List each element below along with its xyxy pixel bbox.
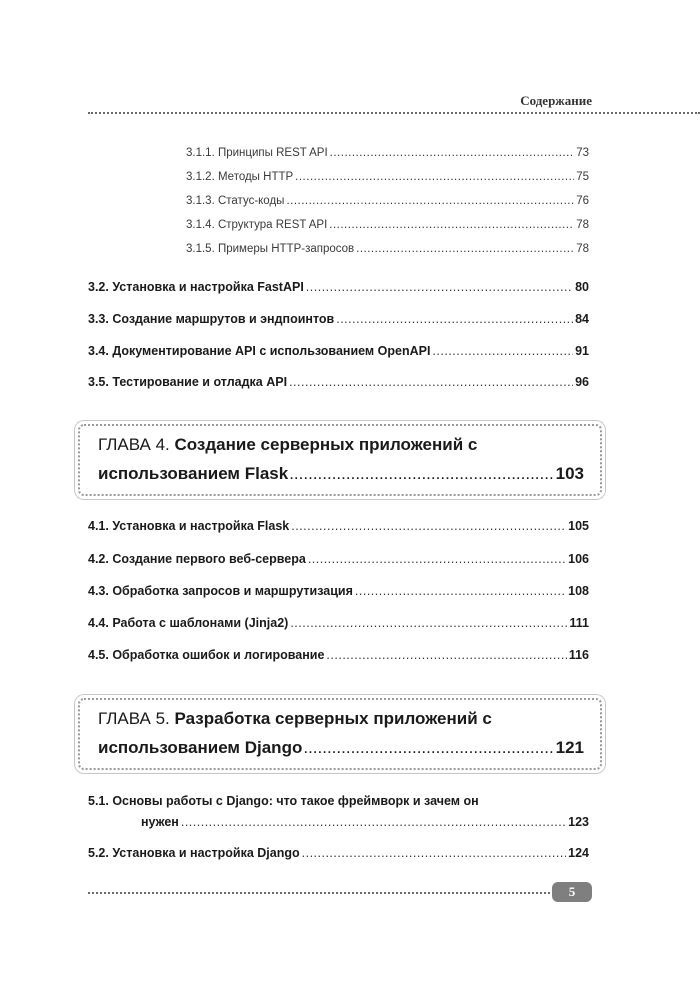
toc-entry-3-3[interactable] bbox=[88, 312, 589, 326]
toc-entry-label: 4.4. Работа с шаблонами (Jinja2) bbox=[88, 616, 289, 630]
toc-entry-label: 3.1.5. Примеры HTTP-запросов bbox=[186, 243, 355, 255]
toc-entry-page: 108 bbox=[568, 584, 589, 598]
dot-leader bbox=[329, 219, 574, 231]
dot-leader bbox=[289, 464, 554, 484]
toc-entry-label: 5.1. Основы работы с Django: что такое фреймворк и зачем он bbox=[88, 794, 479, 808]
toc-entry-4-4[interactable] bbox=[88, 616, 589, 630]
toc-entry-3-5[interactable] bbox=[88, 375, 589, 389]
toc-entry-label: 3.2. Установка и настройка FastAPI bbox=[88, 280, 304, 294]
chapter-title-line2: использованием Flask bbox=[98, 464, 289, 483]
toc-entry-5-1-line2[interactable] bbox=[141, 815, 589, 829]
toc-entry-page: 78 bbox=[576, 243, 589, 255]
toc-entry-3-1-2[interactable] bbox=[186, 171, 589, 183]
chapter-prefix: ГЛАВА 5. bbox=[98, 709, 170, 728]
toc-entry-page: 76 bbox=[576, 195, 589, 207]
chapter-title bbox=[98, 709, 492, 729]
dot-leader bbox=[181, 815, 566, 829]
toc-entry-label: 3.4. Документирование API с использованием OpenAPI bbox=[88, 344, 431, 358]
chapter-title-row bbox=[98, 464, 584, 484]
toc-entry-page: 84 bbox=[575, 312, 589, 326]
chapter-title-row bbox=[98, 738, 584, 758]
dot-leader bbox=[302, 846, 567, 860]
dot-leader bbox=[303, 738, 554, 758]
dot-leader bbox=[306, 280, 573, 294]
toc-entry-3-1-4[interactable] bbox=[186, 219, 589, 231]
toc-entry-label: 3.1.2. Методы HTTP bbox=[186, 171, 294, 183]
toc-entry-label-cont: нужен bbox=[141, 815, 179, 829]
toc-entry-page: 124 bbox=[568, 846, 589, 860]
dot-leader bbox=[336, 312, 573, 326]
toc-entry-3-1-3[interactable] bbox=[186, 195, 589, 207]
dot-leader bbox=[356, 243, 574, 255]
toc-entry-4-5[interactable] bbox=[88, 648, 589, 662]
dot-leader bbox=[291, 519, 566, 533]
page-number-badge: 5 bbox=[552, 882, 592, 902]
footer-divider bbox=[88, 892, 550, 894]
toc-entry-label: 4.2. Создание первого веб-сервера bbox=[88, 552, 306, 566]
toc-entry-label: 3.1.3. Статус-коды bbox=[186, 195, 285, 207]
running-header: Содержание bbox=[520, 93, 592, 108]
dot-leader bbox=[286, 195, 574, 207]
toc-entry-3-2[interactable] bbox=[88, 280, 589, 294]
toc-entry-page: 75 bbox=[576, 171, 589, 183]
toc-entry-3-4[interactable] bbox=[88, 344, 589, 358]
dot-leader bbox=[289, 375, 573, 389]
dot-leader bbox=[326, 648, 566, 662]
toc-entry-3-1-5[interactable] bbox=[186, 243, 589, 255]
header-divider bbox=[88, 112, 700, 114]
toc-entry-page: 111 bbox=[569, 616, 589, 630]
toc-entry-3-1-1[interactable] bbox=[186, 147, 589, 159]
toc-entry-label: 3.1.1. Принципы REST API bbox=[186, 147, 328, 159]
chapter-5-heading[interactable] bbox=[78, 698, 602, 770]
toc-entry-page: 78 bbox=[576, 219, 589, 231]
toc-entry-4-3[interactable] bbox=[88, 584, 589, 598]
toc-entry-label: 4.5. Обработка ошибок и логирование bbox=[88, 648, 325, 662]
dot-leader bbox=[308, 552, 566, 566]
chapter-title bbox=[98, 435, 477, 455]
dot-leader bbox=[330, 147, 575, 159]
chapter-page: 103 bbox=[555, 464, 584, 483]
toc-entry-label: 5.2. Установка и настройка Django bbox=[88, 846, 300, 860]
toc-entry-label: 4.3. Обработка запросов и маршрутизация bbox=[88, 584, 353, 598]
toc-entry-page: 105 bbox=[568, 519, 589, 533]
toc-entry-page: 106 bbox=[568, 552, 589, 566]
toc-entry-page: 123 bbox=[568, 815, 589, 829]
toc-entry-4-1[interactable] bbox=[88, 519, 589, 533]
toc-entry-label: 3.3. Создание маршрутов и эндпоинтов bbox=[88, 312, 335, 326]
toc-entry-4-2[interactable] bbox=[88, 552, 589, 566]
chapter-4-heading[interactable] bbox=[78, 424, 602, 496]
dot-leader bbox=[295, 171, 574, 183]
dot-leader bbox=[355, 584, 566, 598]
dot-leader bbox=[432, 344, 573, 358]
toc-entry-5-1-line1[interactable] bbox=[88, 794, 589, 808]
toc-entry-label: 4.1. Установка и настройка Flask bbox=[88, 519, 290, 533]
toc-entry-page: 96 bbox=[575, 375, 589, 389]
toc-entry-page: 73 bbox=[576, 147, 589, 159]
chapter-title-line1: Разработка серверных приложений с bbox=[174, 709, 492, 728]
chapter-prefix: ГЛАВА 4. bbox=[98, 435, 170, 454]
toc-entry-page: 80 bbox=[575, 280, 589, 294]
toc-entry-page: 116 bbox=[568, 648, 589, 662]
toc-entry-label: 3.1.4. Структура REST API bbox=[186, 219, 328, 231]
toc-entry-5-2[interactable] bbox=[88, 846, 589, 860]
chapter-title-line1: Создание серверных приложений с bbox=[174, 435, 478, 454]
toc-entry-label: 3.5. Тестирование и отладка API bbox=[88, 375, 288, 389]
toc-entry-page: 91 bbox=[575, 344, 589, 358]
chapter-title-line2: использованием Django bbox=[98, 738, 303, 757]
chapter-page: 121 bbox=[555, 738, 584, 757]
dot-leader bbox=[290, 616, 567, 630]
